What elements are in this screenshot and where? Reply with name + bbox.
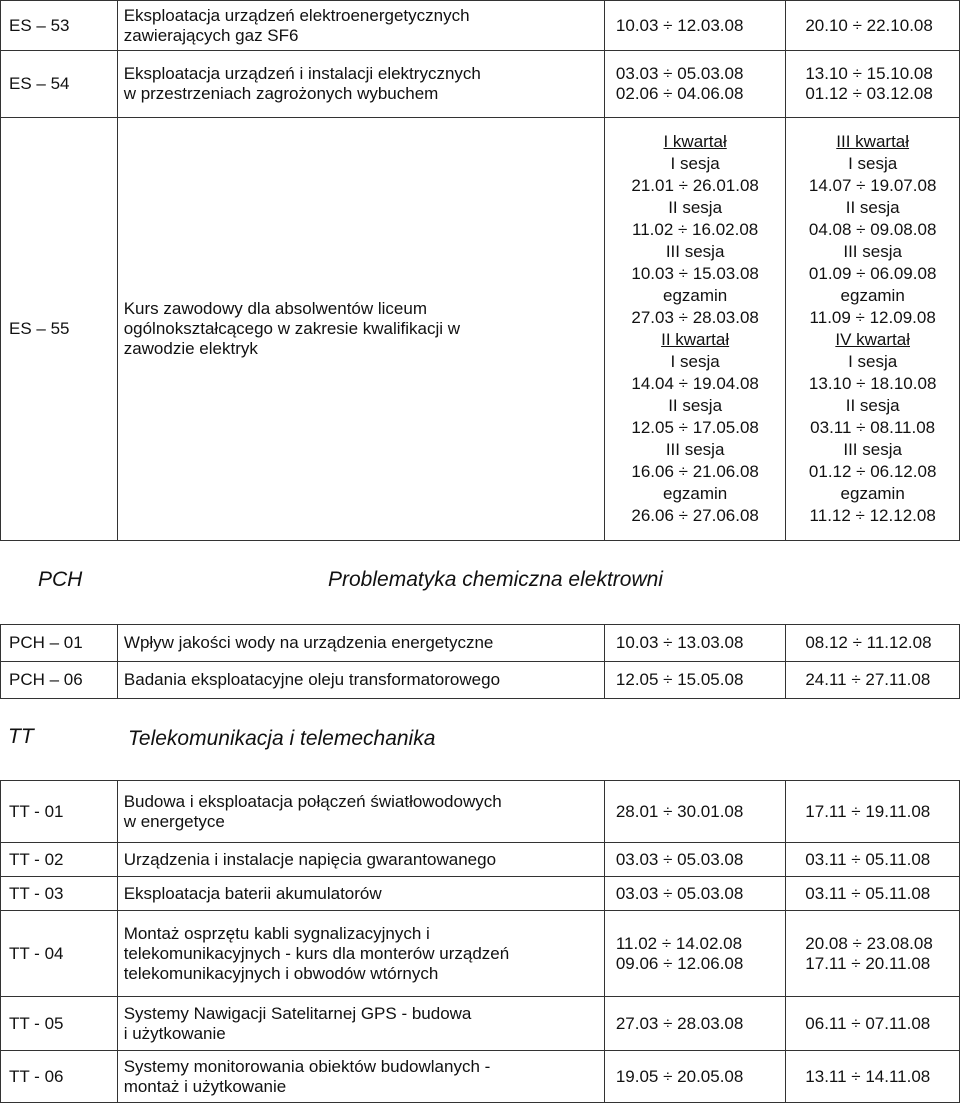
schedule-line: 16.06 ÷ 21.06.08 (631, 462, 759, 481)
course-dates-second-half: 08.12 ÷ 11.12.08 (786, 625, 960, 662)
course-dates-first-half: 19.05 ÷ 20.05.08 (604, 1051, 785, 1103)
course-dates-second-half: 13.10 ÷ 15.10.08 01.12 ÷ 03.12.08 (786, 51, 960, 118)
schedule-line: 21.01 ÷ 26.01.08 (631, 176, 759, 195)
course-dates-second-half: 13.11 ÷ 14.11.08 (786, 1051, 960, 1103)
course-description: Kurs zawodowy dla absolwentów liceum ogólnokształcącego w zakresie kwalifikacji w zawodzie elektryk (117, 118, 604, 541)
schedule-line: 11.02 ÷ 16.02.08 (632, 220, 759, 239)
schedule-line: III sesja (843, 242, 902, 261)
table-row (1, 51, 960, 118)
schedule-line: III sesja (665, 242, 725, 261)
schedule-line: 27.03 ÷ 28.03.08 (631, 308, 759, 327)
table-row (1, 118, 960, 541)
section-code-tt: TT (8, 725, 34, 748)
schedule-line: I sesja (670, 154, 720, 173)
course-dates-second-half: 20.10 ÷ 22.10.08 (786, 1, 960, 51)
course-dates-first-half: 28.01 ÷ 30.01.08 (604, 781, 785, 843)
course-dates-first-half: 03.03 ÷ 05.03.08 (604, 877, 785, 911)
schedule-line: 13.10 ÷ 18.10.08 (808, 374, 937, 393)
course-code: TT - 06 (1, 1051, 118, 1103)
course-description: Eksploatacja baterii akumulatorów (117, 877, 604, 911)
table-row (1, 1051, 960, 1103)
table-row (1, 662, 960, 699)
course-dates-first-half: 10.03 ÷ 12.03.08 (604, 1, 785, 51)
schedule-quarter-heading: I kwartał (663, 132, 727, 151)
course-dates-second-half: 24.11 ÷ 27.11.08 (786, 662, 960, 699)
section-code-pch: PCH (38, 568, 83, 591)
course-dates-first-half: 12.05 ÷ 15.05.08 (604, 662, 785, 699)
tt-course-table (0, 780, 960, 1103)
course-code: TT - 02 (1, 843, 118, 877)
table-row (1, 997, 960, 1051)
course-code: ES – 54 (1, 51, 118, 118)
schedule-line: 11.12 ÷ 12.12.08 (809, 506, 936, 525)
course-description: Systemy Nawigacji Satelitarnej GPS - budowa i użytkowanie (117, 997, 604, 1051)
course-dates-second-half: 20.08 ÷ 23.08.08 17.11 ÷ 20.11.08 (786, 911, 960, 997)
course-description: Badania eksploatacyjne oleju transformatorowego (117, 662, 604, 699)
schedule-line: 10.03 ÷ 15.03.08 (631, 264, 759, 283)
schedule-line: I sesja (848, 154, 898, 173)
course-code: TT - 01 (1, 781, 118, 843)
table-row (1, 781, 960, 843)
course-code: ES – 55 (1, 118, 118, 541)
table-row (1, 1, 960, 51)
table-row (1, 877, 960, 911)
schedule-quarter-heading: II kwartał (661, 330, 730, 349)
course-code: PCH – 06 (1, 662, 118, 699)
course-description: Montaż osprzętu kabli sygnalizacyjnych i telekomunikacyjnych - kurs dla monterów urządzeń telekomunikacyjnych i obwodów wtórnych (117, 911, 604, 997)
schedule-line: II sesja (668, 198, 723, 217)
course-description: Eksploatacja urządzeń i instalacji elektrycznych w przestrzeniach zagrożonych wybuchem (117, 51, 604, 118)
schedule-quarter-heading: IV kwartał (835, 330, 910, 349)
schedule-line: 12.05 ÷ 17.05.08 (631, 418, 759, 437)
course-description: Budowa i eksploatacja połączeń światłowodowych w energetyce (117, 781, 604, 843)
schedule-line: 11.09 ÷ 12.09.08 (809, 308, 936, 327)
course-dates-first-half: 10.03 ÷ 13.03.08 (604, 625, 785, 662)
es-course-table (0, 0, 960, 541)
course-dates-first-half: 03.03 ÷ 05.03.08 (604, 843, 785, 877)
course-code: TT - 05 (1, 997, 118, 1051)
course-dates-first-half: 27.03 ÷ 28.03.08 (604, 997, 785, 1051)
section-title-tt: Telekomunikacja i telemechanika (128, 727, 436, 750)
course-dates-second-half: 03.11 ÷ 05.11.08 (786, 877, 960, 911)
schedule-line: egzamin (662, 286, 728, 305)
schedule-line: 03.11 ÷ 08.11.08 (810, 418, 936, 437)
schedule-line: 26.06 ÷ 27.06.08 (631, 506, 759, 525)
schedule-line: I sesja (670, 352, 720, 371)
course-description: Eksploatacja urządzeń elektroenergetycznych zawierających gaz SF6 (117, 1, 604, 51)
schedule-line: III sesja (665, 440, 725, 459)
course-dates-second-half: 17.11 ÷ 19.11.08 (786, 781, 960, 843)
schedule-line: II sesja (845, 198, 900, 217)
schedule-line: 14.07 ÷ 19.07.08 (808, 176, 937, 195)
course-code: PCH – 01 (1, 625, 118, 662)
table-row (1, 843, 960, 877)
course-description: Wpływ jakości wody na urządzenia energetyczne (117, 625, 604, 662)
course-code: TT - 04 (1, 911, 118, 997)
course-schedule-first-half (604, 118, 785, 541)
pch-course-table (0, 624, 960, 699)
course-code: ES – 53 (1, 1, 118, 51)
course-dates-second-half: 06.11 ÷ 07.11.08 (786, 997, 960, 1051)
schedule-line: 01.12 ÷ 06.12.08 (808, 462, 937, 481)
section-title-pch: Problematyka chemiczna elektrowni (328, 568, 663, 591)
course-dates-first-half: 03.03 ÷ 05.03.08 02.06 ÷ 04.06.08 (604, 51, 785, 118)
course-schedule-second-half (786, 118, 960, 541)
table-row (1, 911, 960, 997)
course-description: Urządzenia i instalacje napięcia gwarantowanego (117, 843, 604, 877)
course-dates-first-half: 11.02 ÷ 14.02.08 09.06 ÷ 12.06.08 (604, 911, 785, 997)
schedule-line: 04.08 ÷ 09.08.08 (808, 220, 937, 239)
schedule-line: 14.04 ÷ 19.04.08 (631, 374, 759, 393)
schedule-line: I sesja (848, 352, 898, 371)
course-description: Systemy monitorowania obiektów budowlanych - montaż i użytkowanie (117, 1051, 604, 1103)
course-code: TT - 03 (1, 877, 118, 911)
schedule-line: egzamin (840, 286, 905, 305)
schedule-line: egzamin (840, 484, 905, 503)
schedule-line: III sesja (843, 440, 902, 459)
table-row (1, 625, 960, 662)
course-dates-second-half: 03.11 ÷ 05.11.08 (786, 843, 960, 877)
schedule-line: 01.09 ÷ 06.09.08 (808, 264, 937, 283)
schedule-line: II sesja (845, 396, 900, 415)
schedule-line: II sesja (668, 396, 723, 415)
schedule-quarter-heading: III kwartał (836, 132, 910, 151)
schedule-line: egzamin (662, 484, 728, 503)
